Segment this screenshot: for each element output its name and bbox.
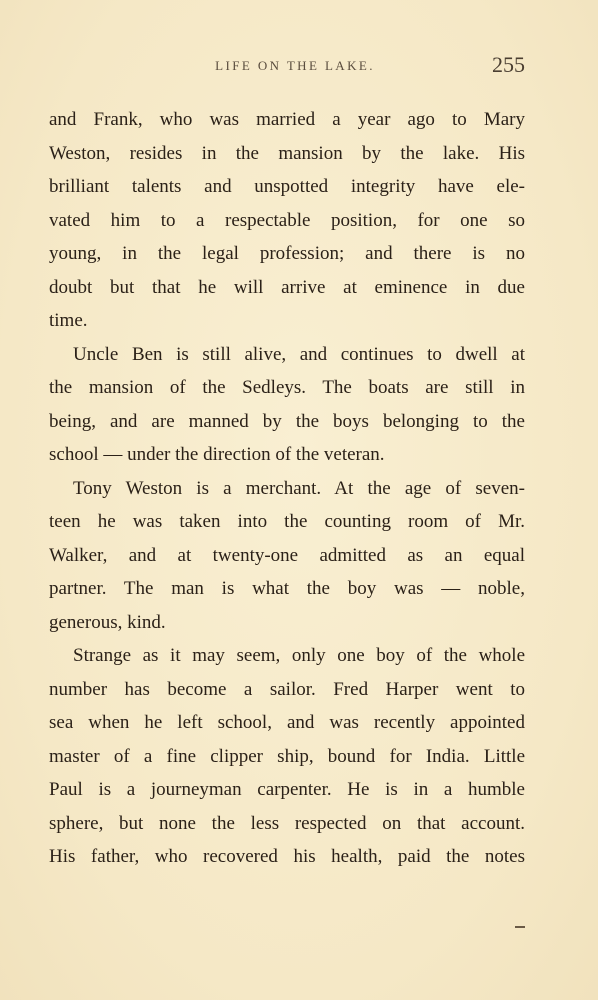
text-line: time. <box>49 310 88 331</box>
text-line: master of a fine clipper ship, bound for India. Little <box>49 745 525 767</box>
text-line: Paul is a journeyman carpenter. He is in a humble <box>49 779 525 800</box>
text-line: and Frank, who was married a year ago to Mary <box>49 109 525 130</box>
text-line: Walker, and at twenty-one admitted as an equal <box>49 544 525 566</box>
text-line: teen he was taken into the counting room of Mr. <box>49 511 525 532</box>
printer-mark <box>515 926 525 928</box>
text-line: partner. The man is what the boy was — noble, <box>49 578 525 599</box>
text-line: brilliant talents and unspotted integrity have ele- <box>49 176 525 197</box>
text-line: being, and are manned by the boys belonging to the <box>49 410 525 432</box>
text-line: young, in the legal profession; and there is no <box>49 243 525 264</box>
text-line: Uncle Ben is still alive, and continues to dwell at <box>73 343 525 365</box>
text-line: doubt but that he will arrive at eminence in due <box>49 276 525 298</box>
text-line: His father, who recovered his health, paid the notes <box>49 846 525 867</box>
body-text <box>49 103 525 874</box>
text-line: Strange as it may seem, only one boy of the whole <box>73 645 525 666</box>
text-line: vated him to a respectable position, for one so <box>49 209 525 231</box>
text-line: number has become a sailor. Fred Harper went to <box>49 678 525 700</box>
text-line: sea when he left school, and was recently appointed <box>49 712 525 733</box>
text-line: Weston, resides in the mansion by the lake. His <box>49 142 525 164</box>
text-line: sphere, but none the less respected on that account. <box>49 812 525 834</box>
page-number: 255 <box>492 52 525 77</box>
text-line: Tony Weston is a merchant. At the age of seven- <box>73 477 525 499</box>
text-line: generous, kind. <box>49 611 166 633</box>
text-line: school — under the direction of the veteran. <box>49 444 385 465</box>
running-head <box>0 52 598 82</box>
running-title: LIFE ON THE LAKE. <box>215 58 375 73</box>
text-line: the mansion of the Sedleys. The boats are still in <box>49 377 525 398</box>
